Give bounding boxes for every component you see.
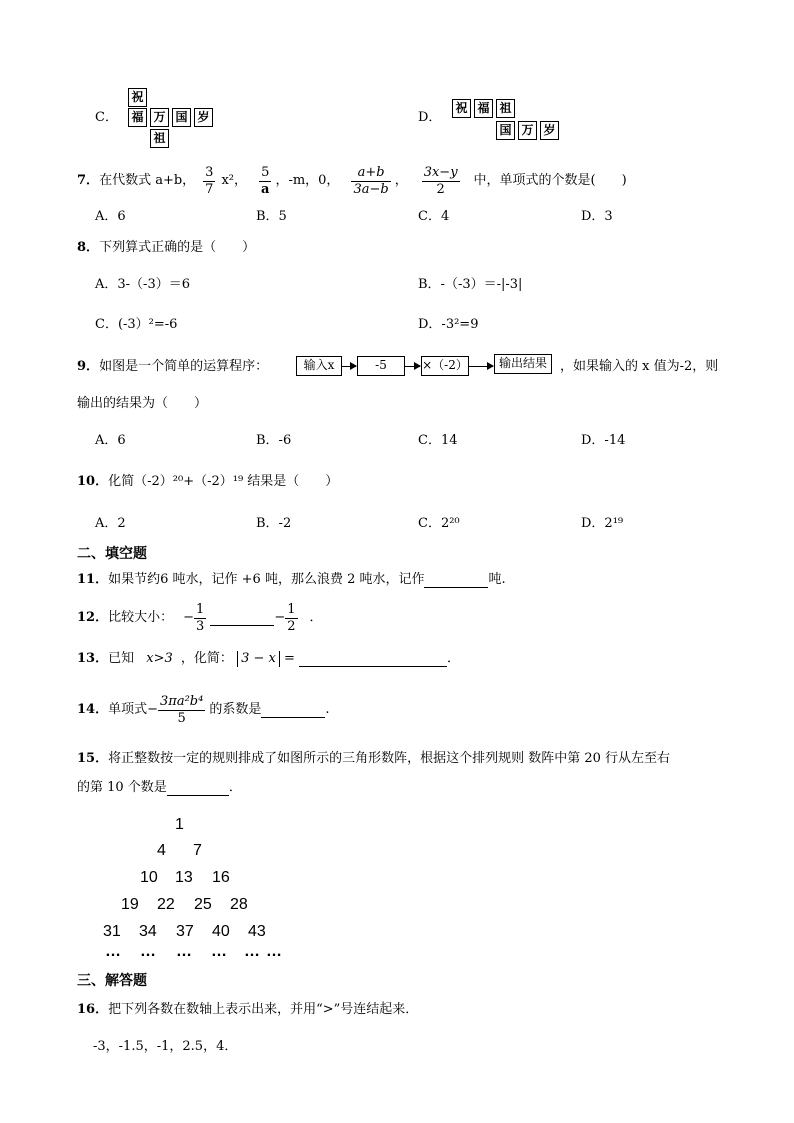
flow-box-times-neg2: ×（-2） bbox=[421, 356, 469, 376]
d-cell: 国 bbox=[496, 121, 515, 140]
q6-d-net bbox=[452, 99, 562, 143]
d-cell: 祝 bbox=[452, 99, 471, 118]
triangle-number: 40 bbox=[212, 923, 230, 940]
q7-option-b: B．5 bbox=[256, 209, 287, 224]
answer-blank[interactable] bbox=[261, 703, 325, 718]
answer-blank[interactable] bbox=[210, 611, 274, 626]
question-13: 13．已知 x>3 ，化简： 3 − x = ． bbox=[77, 651, 461, 666]
answer-blank[interactable] bbox=[424, 573, 488, 588]
q8-option-c: C．(-3）²=-6 bbox=[95, 317, 178, 332]
fraction: $\frac{1}{3}$ bbox=[196, 601, 205, 634]
question-number: 7 bbox=[77, 173, 87, 189]
triangle-number: 31 bbox=[103, 923, 121, 940]
ellipsis: … bbox=[140, 943, 156, 960]
q6-c-net bbox=[128, 88, 213, 150]
arrow-icon bbox=[469, 366, 493, 367]
d-cell: 祖 bbox=[496, 99, 515, 118]
q7-option-d: D．3 bbox=[581, 209, 613, 224]
section-heading: 三、解答题 bbox=[77, 973, 147, 989]
q7-prefix: 在代数式 a+b， bbox=[99, 173, 196, 189]
q10-option-d: D．2¹⁹ bbox=[581, 516, 624, 531]
section-heading: 二、填空题 bbox=[77, 546, 147, 562]
q9-option-c: C．14 bbox=[418, 433, 458, 448]
triangle-number: 22 bbox=[157, 896, 175, 913]
q6-option-c-label: C． bbox=[95, 110, 118, 125]
arrow-icon bbox=[342, 366, 356, 367]
triangle-number: 43 bbox=[248, 923, 266, 940]
ellipsis: … bbox=[105, 943, 121, 960]
q9-option-d: D．-14 bbox=[581, 433, 626, 448]
q8-option-b: B．-（-3）＝-|-3| bbox=[418, 277, 523, 292]
fraction: $\frac{\text{3πa²b⁴}}{5}$ bbox=[160, 693, 204, 726]
triangle-number: 34 bbox=[139, 923, 157, 940]
answer-blank[interactable] bbox=[167, 781, 229, 796]
q10-option-b: B．-2 bbox=[256, 516, 292, 531]
triangle-number: 25 bbox=[194, 896, 212, 913]
d-cell: 岁 bbox=[540, 121, 559, 140]
d-cell: 福 bbox=[474, 99, 493, 118]
q7-option-c: C．4 bbox=[418, 209, 450, 224]
d-cell: 万 bbox=[518, 121, 537, 140]
triangle-number: 7 bbox=[193, 842, 202, 859]
question-10: 10．化简（-2）²⁰+（-2）¹⁹ 结果是（ ） bbox=[77, 474, 339, 489]
fraction: $\frac{3x-y}{2}$ bbox=[423, 164, 458, 197]
question-11: 11．如果节约6 吨水，记作 +6 吨，那么浪费 2 吨水，记作 吨. bbox=[77, 572, 506, 587]
q10-option-a: A．2 bbox=[95, 516, 126, 531]
answer-blank[interactable] bbox=[299, 652, 447, 667]
flow-box-minus5: -5 bbox=[357, 356, 405, 376]
triangle-number: 10 bbox=[140, 869, 158, 886]
c-cell: 万 bbox=[150, 108, 169, 127]
c-cell: 福 bbox=[128, 108, 147, 127]
question-16: 16．把下列各数在数轴上表示出来，并用“>”号连结起来． bbox=[77, 1002, 419, 1017]
q9-text3: 输出的结果为（ ） bbox=[77, 396, 208, 411]
q16-values: -3，-1.5，-1，2.5，4． bbox=[93, 1039, 238, 1054]
c-cell: 岁 bbox=[194, 108, 213, 127]
ellipsis: … bbox=[211, 943, 227, 960]
flow-box-input: 输入x bbox=[296, 356, 342, 376]
c-cell: 祝 bbox=[128, 88, 147, 107]
question-12: 12 ． 比较大小： − $\frac{1}{3}$ − $\frac{1}{2}$ ． bbox=[77, 601, 323, 634]
triangle-number: 19 bbox=[121, 896, 139, 913]
absolute-value: 3 − x bbox=[237, 651, 280, 667]
ellipsis: … bbox=[176, 943, 192, 960]
ellipsis: … bbox=[266, 943, 282, 960]
question-9: 9．如图是一个简单的运算程序： bbox=[77, 359, 269, 374]
q9-option-b: B．-6 bbox=[256, 433, 292, 448]
triangle-number: 16 bbox=[212, 869, 230, 886]
fraction: $\frac{3}{7}$ bbox=[205, 164, 214, 197]
question-15: 15．将正整数按一定的规则排成了如图所示的三角形数阵，根据这个排列规则 数阵中第 20 行从左至右 bbox=[77, 751, 671, 766]
fraction: $\frac{5}{a}$ bbox=[261, 164, 270, 197]
flow-box-output: 输出结果 bbox=[494, 354, 552, 374]
question-8: 8．下列算式正确的是（ ） bbox=[77, 240, 256, 255]
q10-option-c: C．2²⁰ bbox=[418, 516, 460, 531]
c-cell: 祖 bbox=[150, 129, 169, 148]
q9-option-a: A．6 bbox=[95, 433, 126, 448]
triangle-number: 1 bbox=[175, 816, 184, 833]
q9-text2: ，如果输入的 x 值为-2，则 bbox=[560, 359, 719, 374]
q7-option-a: A．6 bbox=[95, 209, 126, 224]
c-cell: 国 bbox=[172, 108, 191, 127]
q8-option-a: A．3-（-3）＝6 bbox=[95, 277, 190, 292]
q8-option-d: D．-3²=9 bbox=[418, 317, 479, 332]
fraction: $\frac{a+b}{3a-b}$ bbox=[353, 164, 389, 197]
question-7: 7 ． 在代数式 a+b， $\frac{3}{7}$ x²， $\frac{5}{a}$ ，-m，0， $\frac{a+b}{3a-b}$ ， $\frac{3x-y}{2}$ 中，单项式的个数是( ) bbox=[77, 164, 627, 197]
q6-option-d-label: D． bbox=[418, 110, 442, 125]
fraction: $\frac{1}{2}$ bbox=[287, 601, 296, 634]
triangle-number: 37 bbox=[176, 923, 194, 940]
question-14: 14 ． 单项式 − $\frac{\text{3πa²b⁴}}{5}$ 的系数是 . bbox=[77, 693, 330, 726]
triangle-number: 4 bbox=[157, 842, 166, 859]
q15-line2: 的第 10 个数是 ． bbox=[77, 780, 242, 795]
arrow-icon bbox=[405, 366, 420, 367]
triangle-number: 28 bbox=[230, 896, 248, 913]
triangle-number: 13 bbox=[175, 869, 193, 886]
ellipsis: … bbox=[244, 943, 260, 960]
